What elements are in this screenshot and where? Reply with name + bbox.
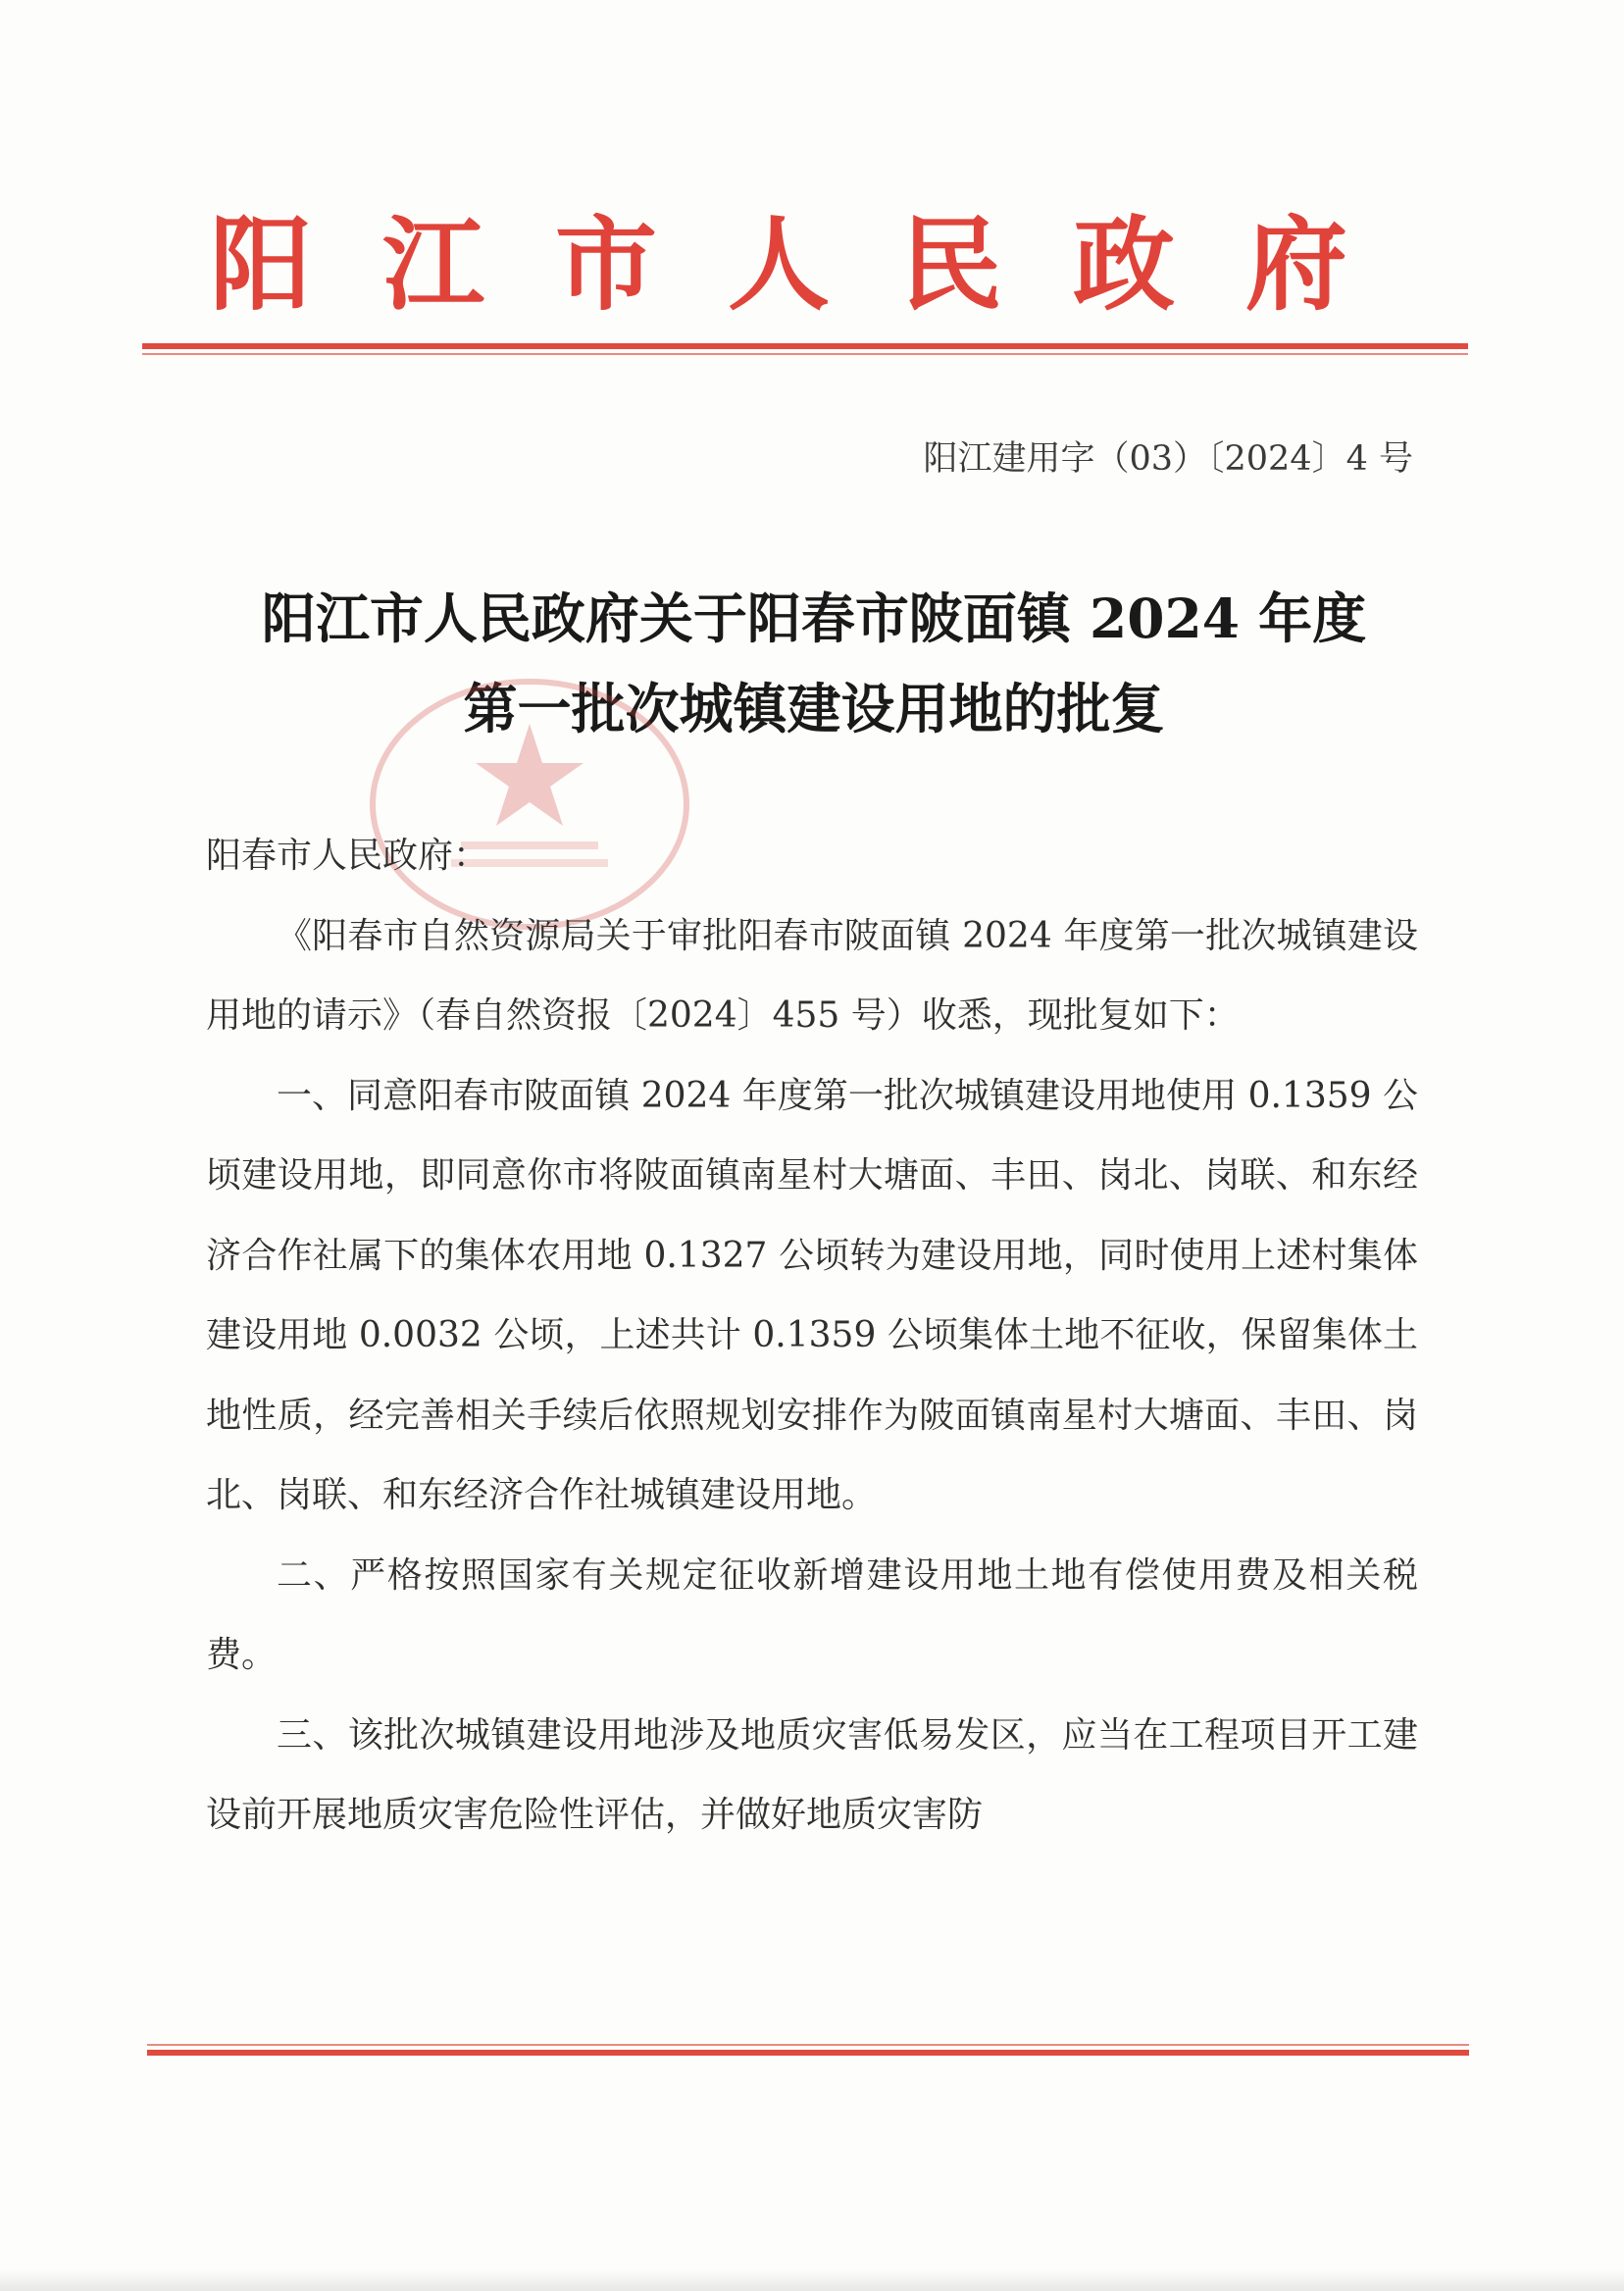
scan-shadow-edge [0, 2269, 1624, 2291]
body-paragraph-2: 一、同意阳春市陂面镇 2024 年度第一批次城镇建设用地使用 0.1359 公顷建设用地，即同意你市将陂面镇南星村大塘面、丰田、岗北、岗联、和东经济合作社属下的集体农用地 0.1327 公顷转为建设用地，同时使用上述村集体建设用地 0.0032 公顷，上述共计 0.1359 公顷集体土地不征收，保留集体土地性质，经完善相关手续后依照规划安排作为陂面镇南星村大塘面、丰田、岗北、岗联、和东经济合作社城镇建设用地。 [206, 1075, 1418, 1515]
body-paragraph-3: 二、严格按照国家有关规定征收新增建设用地土地有偿使用费及相关税费。 [206, 1554, 1418, 1675]
document-title-line-2: 第一批次城镇建设用地的批复 [463, 677, 1165, 740]
body-paragraph-1: 《阳春市自然资源局关于审批阳春市陂面镇 2024 年度第一批次城镇建设用地的请示》（春自然资报〔2024〕455 号）收悉，现批复如下： [206, 915, 1418, 1036]
header-red-rule-thick [142, 343, 1468, 349]
body-paragraph-4: 三、该批次城镇建设用地涉及地质灾害低易发区，应当在工程项目开工建设前开展地质灾害危险性评估，并做好地质灾害防 [206, 1714, 1418, 1835]
document-body [206, 816, 1418, 1856]
issuer-heading: 阳江市人民政府 [209, 204, 1418, 325]
header-red-rule-thin [142, 353, 1468, 355]
document-title [137, 574, 1491, 754]
document-number: 阳江建用字（03）〔2024〕4 号 [923, 439, 1413, 479]
footer-red-rule-thin [147, 2044, 1469, 2046]
footer-red-rule-thick [147, 2050, 1469, 2056]
addressee: 阳春市人民政府： [206, 836, 489, 876]
document-title-line-1: 阳江市人民政府关于阳春市陂面镇 2024 年度 [261, 586, 1367, 650]
